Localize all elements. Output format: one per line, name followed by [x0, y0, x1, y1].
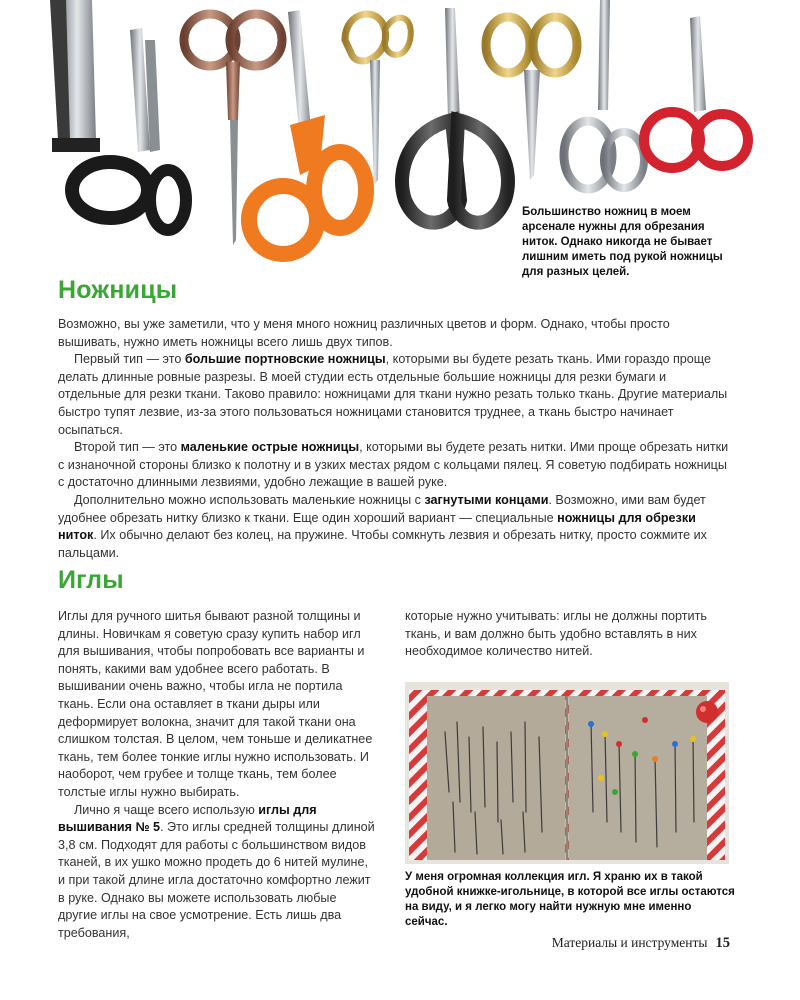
needles-paragraph-3: которые нужно учитывать: иглы не должны портить ткань, и вам должно быть удобно вставлять в них необходимое количество нитей. — [405, 609, 707, 659]
thread-snips — [50, 0, 100, 152]
scissors-heading: Ножницы — [58, 276, 178, 304]
needles-paragraph-1: Иглы для ручного шитья бывают разной толщины и длины. Новичкам я советую сразу купить набор игл для вышивания, чтобы попробовать все варианты и понять, какими вам удобнее всего работать. В вышивании очень важно, чтобы игла не портила ткань. Если она оставляет в ткани дыры или деформирует волокна, значит для такой ткани она слишком толстая. В целом, чем тоньше и деликатнее ткань, тем более тонкие иглы нужно использовать. И наоборот, чем грубее и толще ткань, тем более толстые иглы нужно выбирать. — [58, 609, 373, 799]
page-number: 15 — [715, 935, 730, 951]
dark-ornate-scissors — [402, 8, 508, 223]
scissors-paragraph-1: Возможно, вы уже заметили, что у меня много ножниц различных цветов и форм. Однако, чтобы просто вышивать, нужно иметь ножницы всего лишь двух типов. — [58, 317, 670, 349]
red-scissors — [644, 16, 748, 168]
needle-book-caption: У меня огромная коллекция игл. Я храню их в такой удобной книжке-игольнице, в которой все иглы остаются на виду, и я легко могу найти нужную мне именно сейчас. — [405, 871, 735, 928]
needles-left-column — [58, 608, 378, 942]
needles-heading: Иглы — [58, 566, 124, 594]
scissors-paragraph-2: Первый тип — это большие портновские ножницы, которыми вы будете резать ткань. Ими гораздо проще делать длинные ровные разрезы. В моей студии есть отдельные большие ножницы для резки бумаги и отдельные для резки ткани. Таково правило: ножницами для ткани нужно резать только ткань. Другие материалы быстро тупят лезвие, из-за этого пользоваться ножницами становится труднее, а ткань быстро начинает осыпаться. — [58, 352, 728, 437]
needles-paragraph-2: Лично я чаще всего использую иглы для вышивания № 5. Это иглы средней толщины длиной 3,8 см. Подходят для работы с большинством видов тканей, в их ушко можно продеть до 6 нитей мулине, и при такой длине игла достаточно комфортно лежит в руке. Однако вы можете использовать любые другие иглы на свое усмотрение. Есть лишь два требования, — [58, 802, 375, 940]
needle-book-photo — [405, 682, 729, 864]
copper-ornate-scissors — [184, 14, 282, 245]
footer-section-title: Материалы и инструменты — [551, 935, 708, 950]
scissors-section-text — [58, 316, 730, 562]
scissors-paragraph-4: Дополнительно можно использовать маленькие ножницы с загнутыми концами. Возможно, ими вам будет удобнее обрезать нитку близко к ткани. Еще один хороший вариант — специальные ножницы для обрезки ниток. Их обычно делают без колец, на пружине. Чтобы сомкнуть лезвия и обрезать нитку, просто сожмите их пальцами. — [58, 492, 707, 560]
page-footer — [0, 935, 730, 952]
needles-right-column — [405, 608, 727, 661]
scissors-image-caption: Большинство ножниц в моем арсенале нужны для обрезания ниток. Однако никогда не бывает лишним иметь под рукой ножницы для разных целей. — [522, 206, 723, 278]
scissors-paragraph-3: Второй тип — это маленькие острые ножницы, которыми вы будете резать нитки. Ими проще обрезать нитки с изнаночной стороны близко к полотну и в узких местах рядом с кольцами пялец. Я советую подбирать ножницы с достаточно длинными лезвиями, удобно лежащие в вашей руке. — [58, 440, 729, 490]
